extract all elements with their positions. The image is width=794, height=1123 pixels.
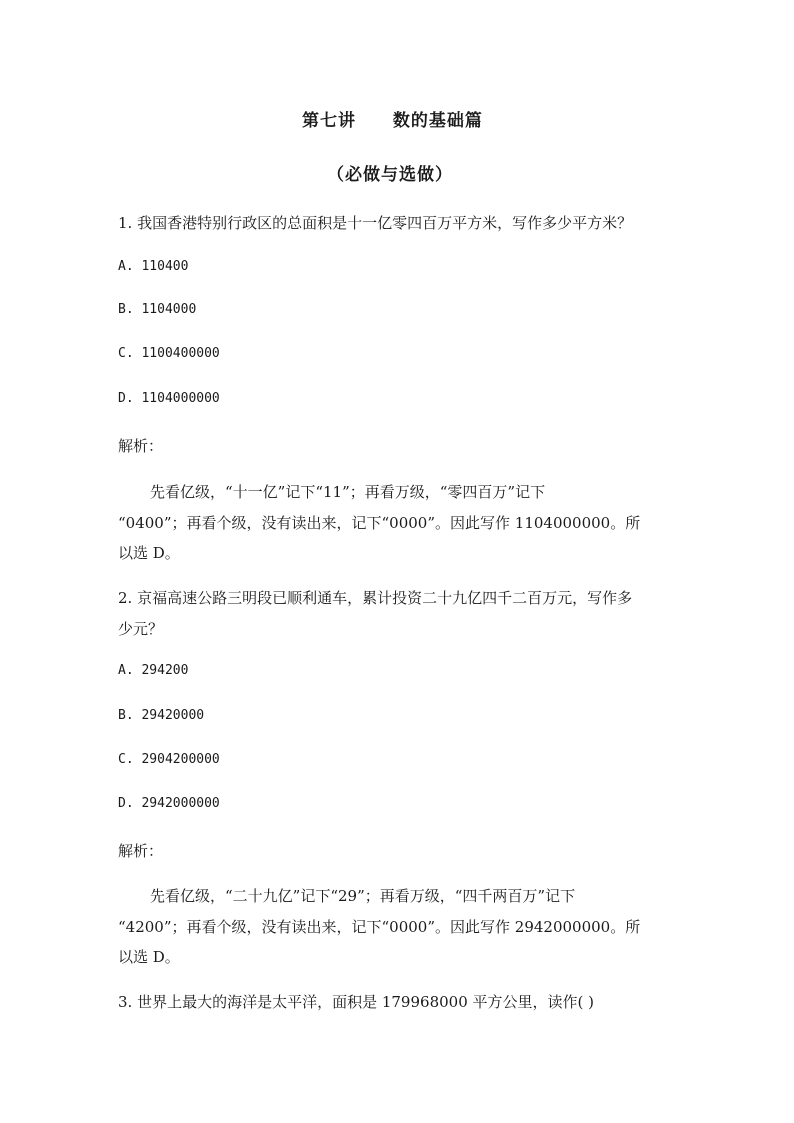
question-2-analysis-label: 解析： <box>118 842 164 860</box>
question-2-stem-line-2: 少元？ <box>118 620 164 638</box>
question-1-option-d: D. 1104000000 <box>118 391 220 406</box>
question-2-option-b: B. 29420000 <box>118 708 205 723</box>
question-2-analysis-line-1: 先看亿级，“二十九亿”记下“29”；再看万级，“四千两百万”记下 <box>150 887 576 905</box>
question-1-stem: 1. 我国香港特别行政区的总面积是十一亿零四百万平方米，写作多少平方米？ <box>118 214 633 232</box>
question-1-option-c: C. 1100400000 <box>118 346 220 361</box>
question-2-option-d: D. 2942000000 <box>118 796 220 811</box>
question-1-option-b: B. 1104000 <box>118 302 197 317</box>
lecture-number: 第七讲 <box>302 111 356 131</box>
page-title <box>302 106 483 131</box>
question-2-analysis-line-3: 以选 D。 <box>118 948 180 966</box>
question-2-analysis-line-2: “4200”；再看个级，没有读出来，记下“0000”。因此写作 2942000000。所 <box>118 918 641 936</box>
question-1-analysis-line-1: 先看亿级，“十一亿”记下“11”；再看万级，“零四百万”记下 <box>150 483 546 501</box>
question-3-stem: 3. 世界上最大的海洋是太平洋，面积是 179968000 平方公里，读作( ) <box>118 993 594 1011</box>
question-2-stem-line-1: 2. 京福高速公路三明段已顺利通车，累计投资二十九亿四千二百万元，写作多 <box>118 589 633 607</box>
question-1-analysis-line-2: “0400”；再看个级，没有读出来，记下“0000”。因此写作 1104000000。所 <box>118 514 641 532</box>
lecture-topic: 数的基础篇 <box>392 111 483 131</box>
question-2-option-c: C. 2904200000 <box>118 752 220 767</box>
question-1-option-a: A. 110400 <box>118 259 189 274</box>
question-1-analysis-label: 解析： <box>118 437 164 455</box>
question-2-option-a: A. 294200 <box>118 663 189 678</box>
section-title: （必做与选做） <box>327 165 453 185</box>
question-1-analysis-line-3: 以选 D。 <box>118 544 180 562</box>
